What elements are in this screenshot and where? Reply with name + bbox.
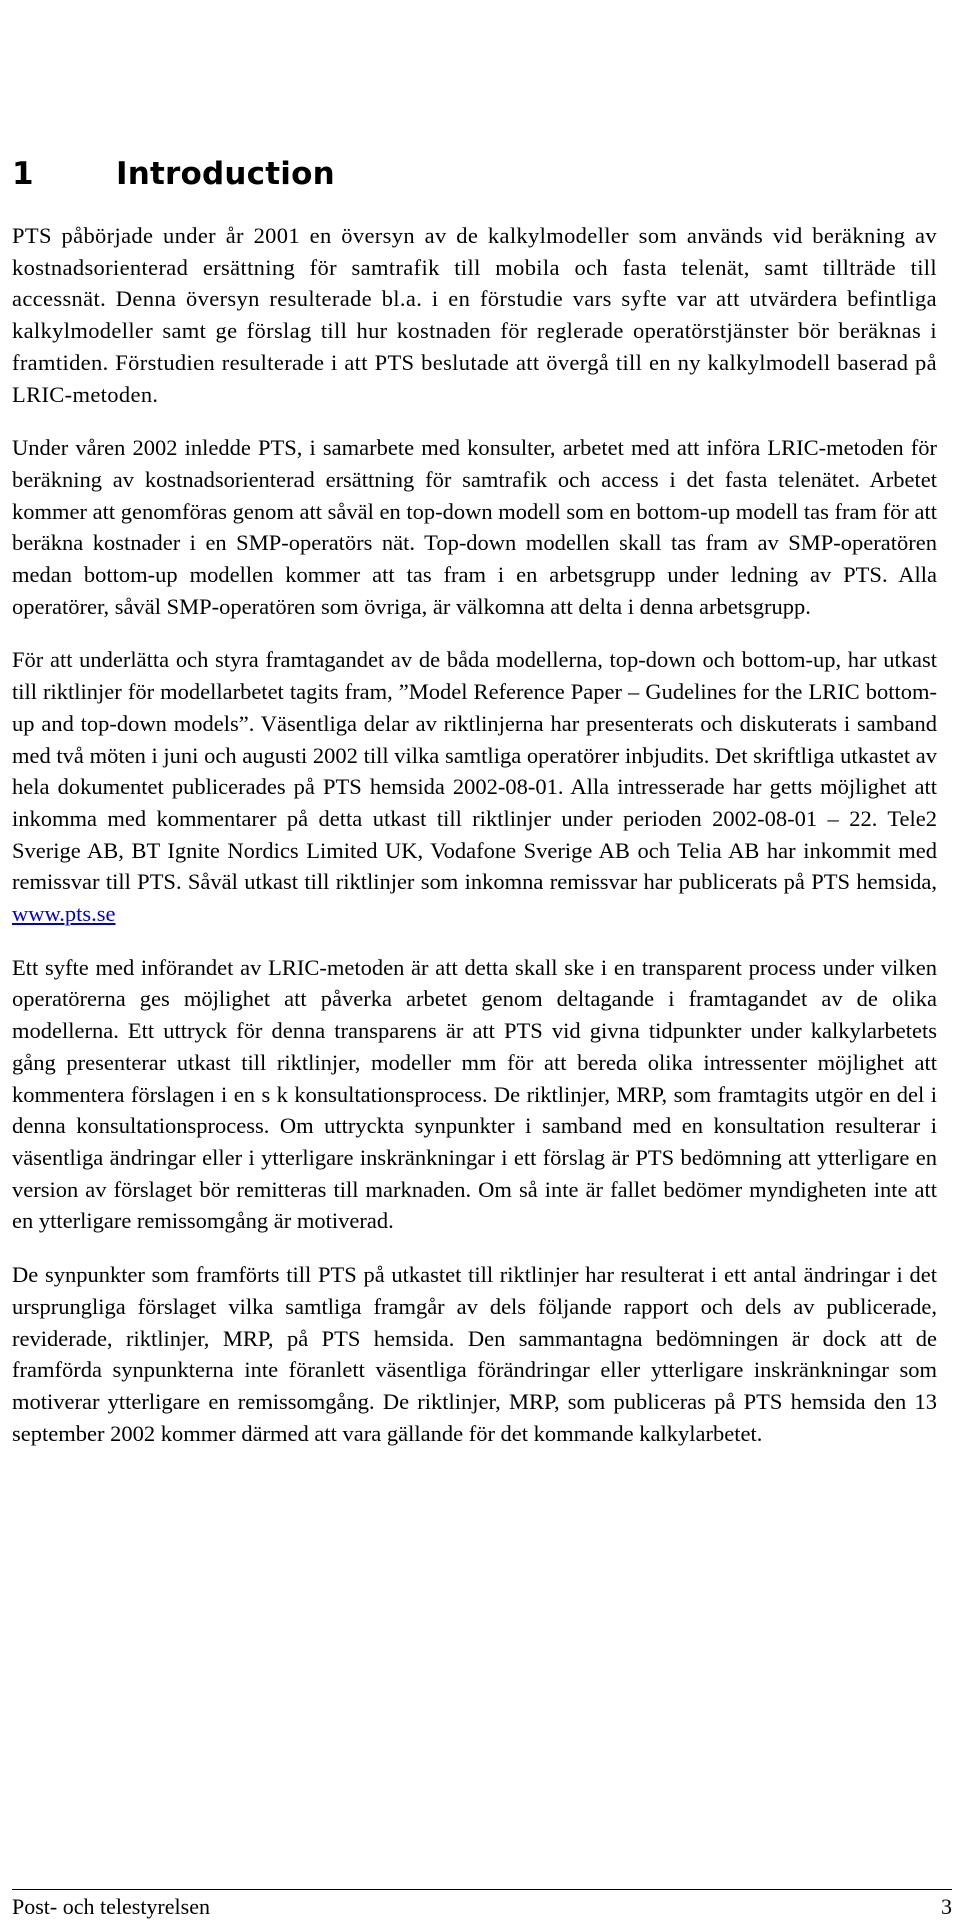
footer-divider: [12, 1889, 952, 1890]
section-heading: [12, 156, 335, 192]
footer-organization: Post- och telestyrelsen: [12, 1894, 210, 1919]
paragraph-2: Under våren 2002 inledde PTS, i samarbete med konsulter, arbetet med att införa LRIC-metoden för beräkning av kostnadsorienterad ersättning för samtrafik och access i det fasta telenätet. Arbetet kommer att genomföras genom att såväl en top-down modell som en bottom-up modell tas fram för att beräkna kostnader i en SMP-operatörs nät. Top-down modellen skall tas fram av SMP-operatören medan bottom-up modellen kommer att tas fram i en arbetsgrupp under ledning av PTS. Alla operatörer, såväl SMP-operatören som övriga, är välkomna att delta i denna arbetsgrupp.: [12, 435, 937, 619]
footer-page-number: 3: [941, 1894, 952, 1919]
paragraph-3-text: För att underlätta och styra framtagandet av de båda modellerna, top-down och bottom-up, har utkast till riktlinjer för modellarbetet tagits fram, ”Model Reference Paper – Gudelines for the LRIC bottom-up and top-down models”. Väsentliga delar av riktlinjerna har presenterats och diskuterats i samband med två möten i juni och augusti 2002 till vilka samtliga operatörer inbjudits. Det skriftliga utkastet av hela dokumentet publicerades på PTS hemsida 2002-08-01. Alla intresserade har getts möjlighet att inkomma med kommentarer på detta utkast till riktlinjer under perioden 2002-08-01 – 22. Tele2 Sverige AB, BT Ignite Nordics Limited UK, Vodafone Sverige AB och Telia AB har inkommit med remissvar till PTS. Såväl utkast till riktlinjer som inkomna remissvar har publicerats på PTS hemsida,: [12, 647, 937, 895]
section-title: Introduction: [116, 156, 335, 192]
section-number: 1: [12, 156, 34, 192]
pts-website-link[interactable]: www.pts.se: [12, 901, 116, 927]
paragraph-3: [12, 644, 937, 929]
paragraph-5: De synpunkter som framförts till PTS på utkastet till riktlinjer har resulterat i ett antal ändringar i det ursprungliga förslaget vilka samtliga framgår av dels följande rapport och dels av publicerade, reviderade, riktlinjer, MRP, på PTS hemsida. Den sammantagna bedömningen är dock att de framförda synpunkterna inte föranlett väsentliga förändringar eller ytterligare inskränkningar som motiverar ytterligare en remissomgång. De riktlinjer, MRP, som publiceras på PTS hemsida den 13 september 2002 kommer därmed att vara gällande för det kommande kalkylarbetet.: [12, 1262, 937, 1446]
paragraph-1: PTS påbörjade under år 2001 en översyn av de kalkylmodeller som används vid beräkning av kostnadsorienterad ersättning för samtrafik till mobila och fasta telenät, samt tillträde till accessnät. Denna översyn resulterade bl.a. i en förstudie vars syfte var att utvärdera befintliga kalkylmodeller samt ge förslag till hur kostnaden för reglerade operatörstjänster bör beräknas i framtiden. Förstudien resulterade i att PTS beslutade att övergå till en ny kalkylmodell baserad på LRIC-metoden.: [12, 223, 937, 407]
paragraph-4: Ett syfte med införandet av LRIC-metoden är att detta skall ske i en transparent process under vilken operatörerna ges möjlighet att påverka arbetet genom deltagande i framtagandet av de olika modellerna. Ett uttryck för denna transparens är att PTS vid givna tidpunkter under kalkylarbetets gång presenterar utkast till riktlinjer, modeller mm för att bereda olika intressenter möjlighet att kommentera förslagen i en s k konsultationsprocess. De riktlinjer, MRP, som framtagits utgör en del i denna konsultationsprocess. Om uttryckta synpunkter i samband med en konsultation resulterar i väsentliga ändringar eller i ytterligare inskränkningar i ett förslag är PTS bedömning att ytterligare en version av förslaget bör remitteras till marknaden. Om så inte är fallet bedömer myndigheten inte att en ytterligare remissomgång är motiverad.: [12, 954, 937, 1234]
body-text: [12, 220, 937, 1471]
